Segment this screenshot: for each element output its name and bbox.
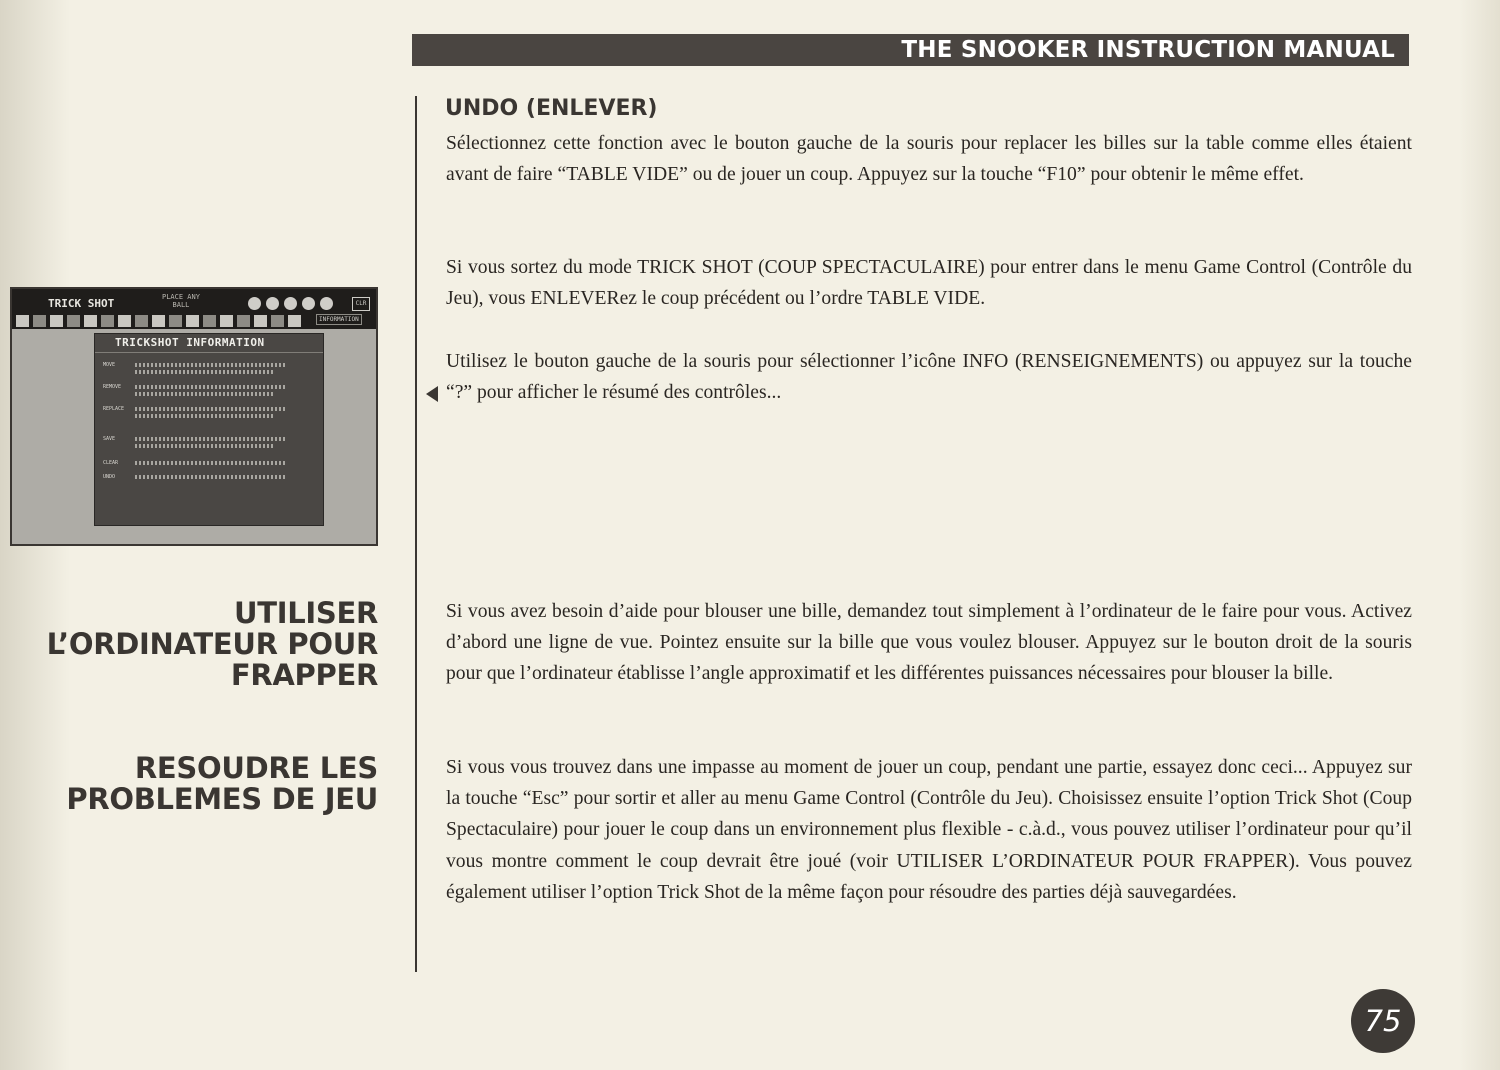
ball-icon <box>320 297 333 310</box>
place-ball-line-1: PLACE ANY <box>162 293 200 301</box>
resoudre-heading <box>66 753 378 815</box>
tool-icon <box>254 315 267 327</box>
undo-paragraph-1: Sélectionnez cette fonction avec le bouton gauche de la souris pour replacer les billes sur la table comme elles étaient avant de faire “TABLE VIDE” ou de jouer un coup. Appuyez sur la touche “F10” pour obtenir le même effet. <box>446 133 1412 186</box>
heading-line: PROBLEMES DE JEU <box>66 782 378 816</box>
tool-icon <box>101 315 114 327</box>
place-ball-label <box>162 293 200 309</box>
tool-icon <box>33 315 46 327</box>
heading-line: FRAPPER <box>230 658 378 692</box>
heading-line: UTILISER <box>233 596 378 630</box>
pointer-arrow-icon <box>426 386 438 402</box>
resoudre-paragraph: Si vous vous trouvez dans une impasse au moment de jouer un coup, pendant une partie, essayez donc ceci... Appuyez sur la touche “Esc” pour sortir et aller au menu Game Control (Contrôle du Jeu). Choisissez ensuite l’option Trick Shot (Coup Spectaculaire) pour jouer le coup dans un environnement plus flexible - c.à.d., vous pouvez utiliser l’ordinateur pour qu’il vous montre comment le coup devrait être joué (voir UTILISER L’ORDINATEUR POUR FRAPPER). Vous pouvez également utiliser l’option Trick Shot de la même façon pour résoudre des parties déjà sauvegardées. <box>446 757 1412 903</box>
panel-row <box>103 436 115 442</box>
tool-icon <box>237 315 250 327</box>
page-edge-shadow <box>1460 0 1500 1070</box>
page-number: 75 <box>1351 989 1415 1053</box>
panel-row <box>103 362 115 368</box>
heading-line: RESOUDRE LES <box>134 751 378 785</box>
tool-icon <box>203 315 216 327</box>
game-screenshot <box>10 287 378 546</box>
panel-row <box>103 460 118 466</box>
panel-divider <box>95 352 323 353</box>
tool-icon <box>84 315 97 327</box>
ball-icon <box>302 297 315 310</box>
row-label: CLEAR <box>103 460 119 466</box>
ball-icon <box>248 297 261 310</box>
utiliser-heading <box>47 598 378 691</box>
undo-paragraph-3: Utilisez le bouton gauche de la souris pour sélectionner l’icône INFO (RENSEIGNEMENTS) ou appuyez sur la touche “?” pour afficher le résumé des contrôles... <box>446 351 1412 404</box>
tool-icon <box>220 315 233 327</box>
panel-row <box>103 406 124 412</box>
row-label: MOVE <box>103 362 116 368</box>
tool-icon <box>169 315 182 327</box>
heading-line: L’ORDINATEUR POUR <box>46 627 378 661</box>
information-tab: INFORMATION <box>316 314 362 325</box>
column-divider <box>415 96 417 972</box>
tool-icon <box>271 315 284 327</box>
utiliser-paragraph: Si vous avez besoin d’aide pour blouser une bille, demandez tout simplement à l’ordinateur de le faire pour vous. Activez d’abord une ligne de vue. Pointez ensuite sur la bille que vous voulez blouser. Appuyez sur le bouton droit de la souris pour que l’ordinateur établisse l’angle approximatif et les différentes puissances nécessaires pour blouser la bille. <box>446 601 1412 685</box>
tool-icon <box>118 315 131 327</box>
undo-paragraph-2: Si vous sortez du mode TRICK SHOT (COUP SPECTACULAIRE) pour entrer dans le menu Game Control (Contrôle du Jeu), vous ENLEVERez le coup précédent ou l’ordre TABLE VIDE. <box>446 257 1412 310</box>
panel-title: TRICKSHOT INFORMATION <box>115 336 265 349</box>
tool-icon <box>186 315 199 327</box>
tool-icon <box>67 315 80 327</box>
manual-title-bar: THE SNOOKER INSTRUCTION MANUAL <box>412 34 1409 66</box>
trickshot-information-panel <box>94 333 324 526</box>
row-label: REMOVE <box>103 384 122 390</box>
row-label: REPLACE <box>103 406 125 412</box>
tool-icon <box>288 315 301 327</box>
tool-icon <box>135 315 148 327</box>
row-label: UNDO <box>103 474 116 480</box>
tool-icon <box>152 315 165 327</box>
clr-icon: CLR <box>352 297 370 311</box>
row-label: SAVE <box>103 436 116 442</box>
ball-icon <box>284 297 297 310</box>
tool-icon <box>50 315 63 327</box>
toolbar-icons <box>16 315 306 327</box>
undo-heading: UNDO (ENLEVER) <box>445 96 658 121</box>
place-ball-line-2: BALL <box>172 301 190 309</box>
panel-row <box>103 474 115 480</box>
tool-icon <box>16 315 29 327</box>
panel-row <box>103 384 121 390</box>
ball-icon <box>266 297 279 310</box>
trick-shot-label: TRICK SHOT <box>48 297 115 310</box>
